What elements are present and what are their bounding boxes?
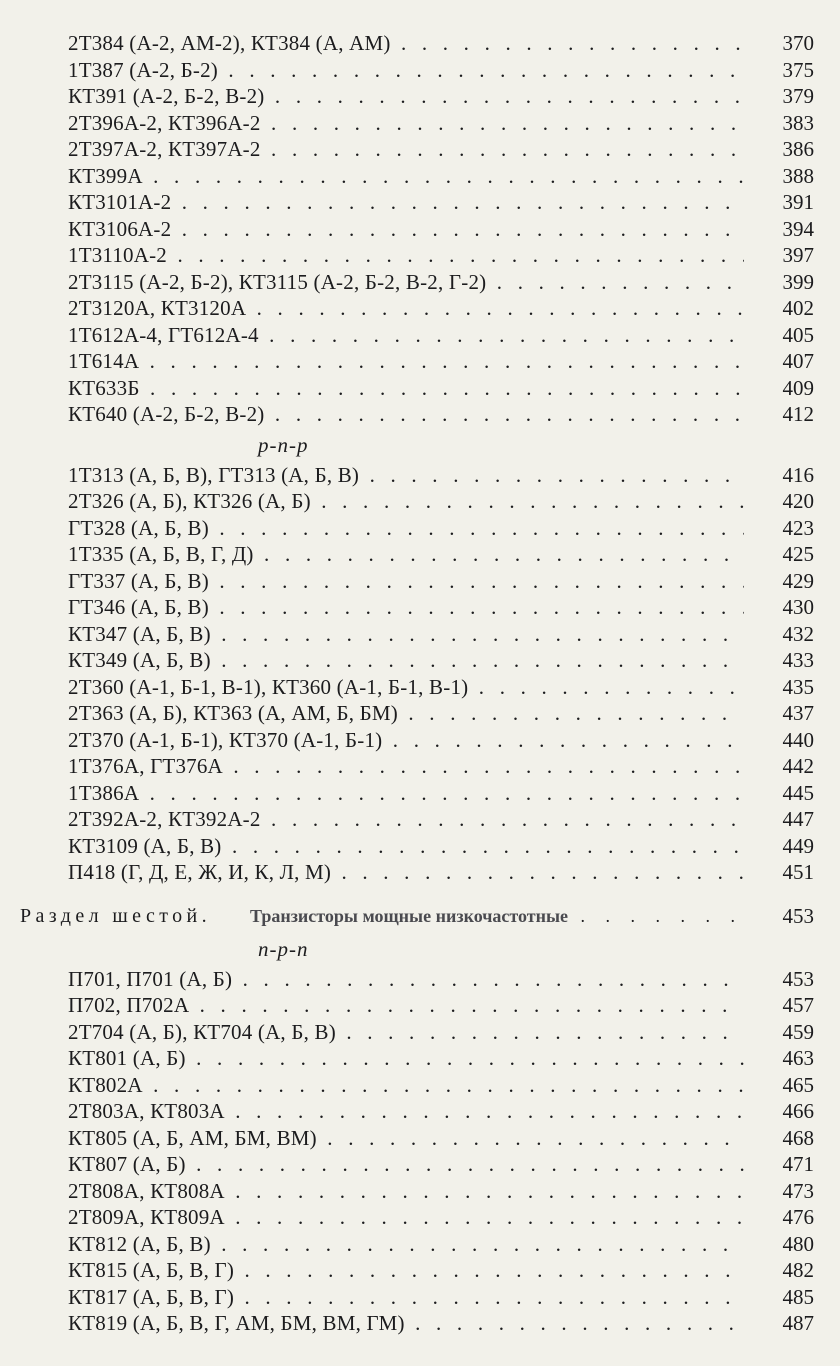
- toc-entry[interactable]: [0, 1072, 840, 1099]
- entry-title: 1Т376А, ГТ376А . . .: [68, 753, 744, 780]
- toc-entry[interactable]: [0, 1257, 840, 1284]
- toc-entry[interactable]: [0, 57, 840, 84]
- entry-page: 471: [782, 1152, 814, 1176]
- toc-entry[interactable]: [0, 1204, 840, 1231]
- entry-page: 487: [782, 1311, 814, 1335]
- toc-entry[interactable]: [0, 859, 840, 886]
- toc-entry[interactable]: [0, 541, 840, 568]
- entry-page: 412: [782, 402, 814, 426]
- toc-entry[interactable]: [0, 833, 840, 860]
- toc-entry[interactable]: [0, 700, 840, 727]
- toc-entry[interactable]: [0, 1098, 840, 1125]
- entry-page: 375: [782, 57, 814, 82]
- entry-page: 407: [782, 349, 814, 373]
- entry-page: 423: [782, 515, 814, 540]
- section-title: Транзисторы мощные низкочастотные . . .: [250, 900, 744, 932]
- entry-page: 394: [782, 216, 814, 241]
- entry-page: 420: [782, 489, 814, 513]
- toc-entry[interactable]: [0, 110, 840, 137]
- entry-title: 2Т363 (А, Б), КТ363 (А, АМ, Б, БМ) . . .: [68, 700, 744, 727]
- entry-title: ГТ328 (А, Б, В) . . .: [68, 515, 744, 542]
- entry-title: 1Т3110А-2 . . .: [68, 242, 744, 269]
- toc-entry[interactable]: [0, 322, 840, 349]
- entry-page: 463: [782, 1046, 814, 1070]
- entry-page: 445: [782, 780, 814, 805]
- entry-page: 459: [782, 1019, 814, 1044]
- toc-entry[interactable]: [0, 83, 840, 110]
- entry-page: 409: [782, 375, 814, 400]
- entry-title: П418 (Г, Д, Е, Ж, И, К, Л, М) . . .: [68, 859, 744, 886]
- entry-title: 1Т313 (А, Б, В), ГТ313 (А, Б, В) . . .: [68, 462, 744, 489]
- entry-title: 2Т326 (А, Б), КТ326 (А, Б) . . .: [68, 488, 744, 515]
- toc-entry[interactable]: [0, 348, 840, 375]
- entry-title: КТ391 (А-2, Б-2, В-2) . . .: [68, 83, 744, 110]
- toc-entry[interactable]: [0, 488, 840, 515]
- entry-page: 447: [782, 807, 814, 831]
- toc-entry[interactable]: [0, 1178, 840, 1205]
- entry-page: 440: [782, 727, 814, 752]
- entry-page: 425: [782, 542, 814, 566]
- entry-title: КТ3109 (А, Б, В) . . .: [68, 833, 744, 860]
- entry-page: 468: [782, 1125, 814, 1150]
- toc-entry[interactable]: [0, 806, 840, 833]
- entry-title: КТ815 (А, Б, В, Г) . . .: [68, 1257, 744, 1284]
- entry-title: КТ801 (А, Б) . . .: [68, 1045, 744, 1072]
- entry-title: КТ347 (А, Б, В) . . .: [68, 621, 744, 648]
- toc-entry[interactable]: [0, 30, 840, 57]
- toc-entry[interactable]: [0, 780, 840, 807]
- toc-entry[interactable]: [0, 1231, 840, 1258]
- entry-title: ГТ346 (А, Б, В) . . .: [68, 594, 744, 621]
- toc-group-pnp: [0, 462, 840, 886]
- entry-title: 1Т612А-4, ГТ612А-4 . . .: [68, 322, 744, 349]
- entry-page: 451: [782, 860, 814, 884]
- toc-entry[interactable]: [0, 966, 840, 993]
- entry-title: КТ633Б . . .: [68, 375, 744, 402]
- entry-page: 402: [782, 296, 814, 320]
- entry-title: 2Т397А-2, КТ397А-2 . . .: [68, 136, 744, 163]
- entry-page: 465: [782, 1072, 814, 1097]
- entry-title: КТ399А . . .: [68, 163, 744, 190]
- entry-title: 2Т370 (А-1, Б-1), КТ370 (А-1, Б-1) . . .: [68, 727, 744, 754]
- entry-title: КТ807 (А, Б) . . .: [68, 1151, 744, 1178]
- entry-page: 437: [782, 701, 814, 725]
- toc-group-npn: [0, 966, 840, 1337]
- entry-page: 383: [782, 110, 814, 135]
- toc-entry[interactable]: [0, 136, 840, 163]
- toc-entry[interactable]: [0, 674, 840, 701]
- section-heading[interactable]: [0, 900, 840, 932]
- entry-page: 429: [782, 568, 814, 593]
- entry-title: КТ805 (А, Б, АМ, БМ, ВМ) . . .: [68, 1125, 744, 1152]
- entry-title: 2Т360 (А-1, Б-1, В-1), КТ360 (А-1, Б-1, В-1) . . .: [68, 674, 744, 701]
- entry-title: КТ349 (А, Б, В) . . .: [68, 647, 744, 674]
- entry-title: КТ3106А-2 . . .: [68, 216, 744, 243]
- entry-title: 2Т808А, КТ808А . . .: [68, 1178, 744, 1205]
- entry-title: 2Т3115 (А-2, Б-2), КТ3115 (А-2, Б-2, В-2, Г-2) . . .: [68, 269, 744, 296]
- entry-page: 482: [782, 1258, 814, 1282]
- section-page: 453: [782, 903, 814, 928]
- entry-page: 433: [782, 648, 814, 672]
- toc-entry[interactable]: [0, 647, 840, 674]
- section-label: Раздел шестой.: [20, 904, 212, 927]
- entry-title: КТ3101А-2 . . .: [68, 189, 744, 216]
- entry-title: КТ802А . . .: [68, 1072, 744, 1099]
- toc-entry[interactable]: [0, 1151, 840, 1178]
- entry-title: 1Т335 (А, Б, В, Г, Д) . . .: [68, 541, 744, 568]
- toc-entry[interactable]: [0, 594, 840, 621]
- subheading-npn: n-p-n: [258, 936, 309, 961]
- entry-page: 430: [782, 595, 814, 619]
- entry-page: 405: [782, 322, 814, 347]
- subheading-pnp: p-n-p: [258, 432, 309, 457]
- toc-entry[interactable]: [0, 375, 840, 402]
- toc-entry[interactable]: [0, 992, 840, 1019]
- entry-title: П702, П702А . . .: [68, 992, 744, 1019]
- entry-title: 1Т387 (А-2, Б-2) . . .: [68, 57, 744, 84]
- entry-page: 379: [782, 84, 814, 108]
- entry-title: 2Т3120А, КТ3120А . . .: [68, 295, 744, 322]
- entry-title: КТ640 (А-2, Б-2, В-2) . . .: [68, 401, 744, 428]
- entry-page: 370: [782, 31, 814, 55]
- entry-page: 453: [782, 966, 814, 991]
- toc-entry[interactable]: [0, 269, 840, 296]
- entry-page: 435: [782, 674, 814, 699]
- toc-entry[interactable]: [0, 1045, 840, 1072]
- entry-title: КТ819 (А, Б, В, Г, АМ, БМ, ВМ, ГМ) . . .: [68, 1310, 744, 1337]
- toc-entry[interactable]: [0, 216, 840, 243]
- toc-entry[interactable]: [0, 727, 840, 754]
- entry-page: 442: [782, 754, 814, 778]
- toc-entry[interactable]: [0, 1125, 840, 1152]
- entry-title: 2Т396А-2, КТ396А-2 . . .: [68, 110, 744, 137]
- toc-group-top: [0, 30, 840, 428]
- entry-title: 1Т386А . . .: [68, 780, 744, 807]
- entry-title: 1Т614А . . .: [68, 348, 744, 375]
- entry-page: 466: [782, 1099, 814, 1123]
- toc-entry[interactable]: [0, 568, 840, 595]
- entry-page: 480: [782, 1231, 814, 1256]
- toc-entry[interactable]: [0, 189, 840, 216]
- toc-entry[interactable]: [0, 401, 840, 428]
- toc-entry[interactable]: [0, 1310, 840, 1337]
- entry-page: 476: [782, 1205, 814, 1229]
- entry-title: 2Т803А, КТ803А . . .: [68, 1098, 744, 1125]
- entry-page: 449: [782, 833, 814, 858]
- toc-entry[interactable]: [0, 295, 840, 322]
- entry-page: 457: [782, 993, 814, 1017]
- entry-title: КТ812 (А, Б, В) . . .: [68, 1231, 744, 1258]
- toc-entry[interactable]: [0, 1284, 840, 1311]
- entry-page: 391: [782, 190, 814, 214]
- entry-title: ГТ337 (А, Б, В) . . .: [68, 568, 744, 595]
- entry-title: 2Т809А, КТ809А . . .: [68, 1204, 744, 1231]
- toc-entry[interactable]: [0, 242, 840, 269]
- toc-entry[interactable]: [0, 462, 840, 489]
- entry-page: 388: [782, 163, 814, 188]
- entry-title: 2Т704 (А, Б), КТ704 (А, Б, В) . . .: [68, 1019, 744, 1046]
- toc-entry[interactable]: [0, 753, 840, 780]
- entry-title: 2Т384 (А-2, АМ-2), КТ384 (А, АМ) . . .: [68, 30, 744, 57]
- entry-page: 416: [782, 462, 814, 487]
- toc-entry[interactable]: [0, 163, 840, 190]
- toc-entry[interactable]: [0, 621, 840, 648]
- entry-page: 386: [782, 137, 814, 161]
- entry-page: 399: [782, 269, 814, 294]
- entry-page: 432: [782, 621, 814, 646]
- entry-page: 485: [782, 1284, 814, 1309]
- entry-page: 473: [782, 1178, 814, 1203]
- toc-entry[interactable]: [0, 515, 840, 542]
- entry-title: П701, П701 (А, Б) . . .: [68, 966, 744, 993]
- toc-entry[interactable]: [0, 1019, 840, 1046]
- entry-title: КТ817 (А, Б, В, Г) . . .: [68, 1284, 744, 1311]
- entry-page: 397: [782, 243, 814, 267]
- entry-title: 2Т392А-2, КТ392А-2 . . .: [68, 806, 744, 833]
